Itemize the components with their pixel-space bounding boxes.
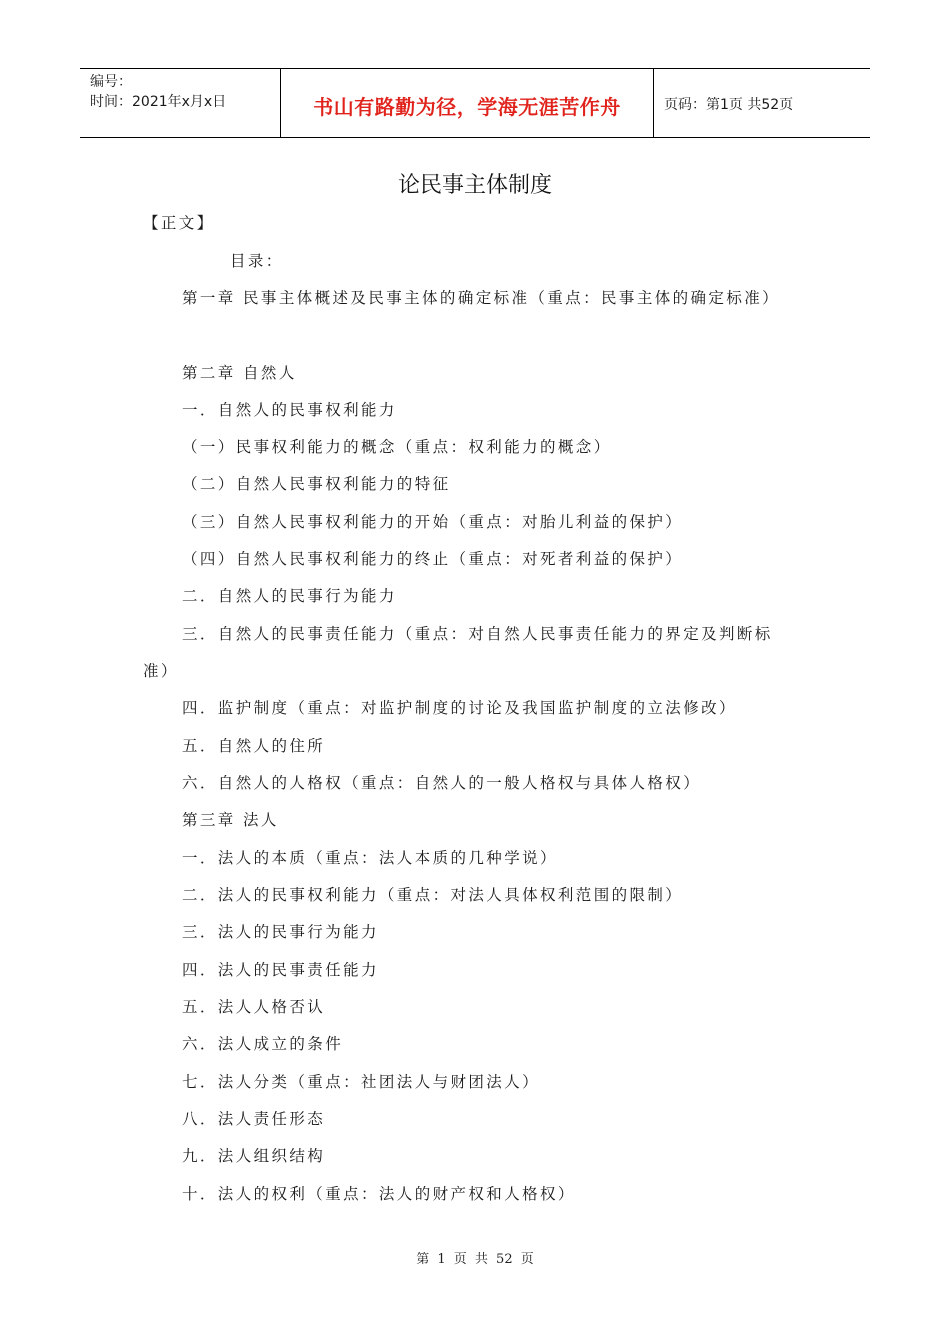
- document-title: 论民事主体制度: [397, 173, 552, 198]
- toc-line: 四．法人的民事责任能力: [182, 961, 379, 979]
- toc-line: 第二章 自然人: [182, 364, 297, 382]
- toc-line: 一．自然人的民事权利能力: [182, 401, 397, 419]
- toc-line: 三．法人的民事行为能力: [182, 923, 379, 941]
- number-label: 编号：: [90, 74, 132, 90]
- header-meta-cell: [80, 69, 281, 137]
- toc-line: 四．监护制度（重点：对监护制度的讨论及我国监护制度的立法修改）: [182, 699, 737, 717]
- time-label: 时间：2021年x月x日: [90, 94, 227, 110]
- toc-line: 六．自然人的人格权（重点：自然人的一般人格权与具体人格权）: [182, 774, 702, 792]
- toc-line: 二．法人的民事权利能力（重点：对法人具体权利范围的限制）: [182, 886, 684, 904]
- header-page-cell: [654, 69, 870, 137]
- toc-line: 五．自然人的住所: [182, 737, 326, 755]
- toc-line: 八．法人责任形态: [182, 1110, 326, 1128]
- document-header: [80, 68, 870, 138]
- page-footer: 第 1 页 共 52 页: [416, 1252, 534, 1267]
- toc-line: （二）自然人民事权利能力的特征: [182, 475, 451, 493]
- toc-line: （四）自然人民事权利能力的终止（重点：对死者利益的保护）: [182, 550, 684, 568]
- toc-line: 准）: [143, 662, 179, 680]
- toc-line: 二．自然人的民事行为能力: [182, 587, 397, 605]
- toc-line: 三．自然人的民事责任能力（重点：对自然人民事责任能力的界定及判断标: [182, 625, 773, 643]
- toc-line: 一．法人的本质（重点：法人本质的几种学说）: [182, 849, 558, 867]
- toc-label: 目录：: [230, 252, 284, 270]
- toc-line: 五．法人人格否认: [182, 998, 326, 1016]
- toc-line: （三）自然人民事权利能力的开始（重点：对胎儿利益的保护）: [182, 513, 684, 531]
- header-motto-cell: [281, 69, 654, 137]
- toc-line: 第一章 民事主体概述及民事主体的确定标准（重点：民事主体的确定标准）: [182, 289, 781, 307]
- toc-line: 十．法人的权利（重点：法人的财产权和人格权）: [182, 1185, 576, 1203]
- toc-line: 第三章 法人: [182, 811, 279, 829]
- motto-text: 书山有路勤为径，学海无涯苦作舟: [313, 94, 621, 119]
- page-info: 页码：第1页 共52页: [664, 97, 794, 113]
- toc-line: 九．法人组织结构: [182, 1147, 326, 1165]
- section-label: 【正文】: [143, 214, 215, 232]
- toc-line: 七．法人分类（重点：社团法人与财团法人）: [182, 1073, 541, 1091]
- toc-line: 六．法人成立的条件: [182, 1035, 344, 1053]
- toc-line: （一）民事权利能力的概念（重点：权利能力的概念）: [182, 438, 612, 456]
